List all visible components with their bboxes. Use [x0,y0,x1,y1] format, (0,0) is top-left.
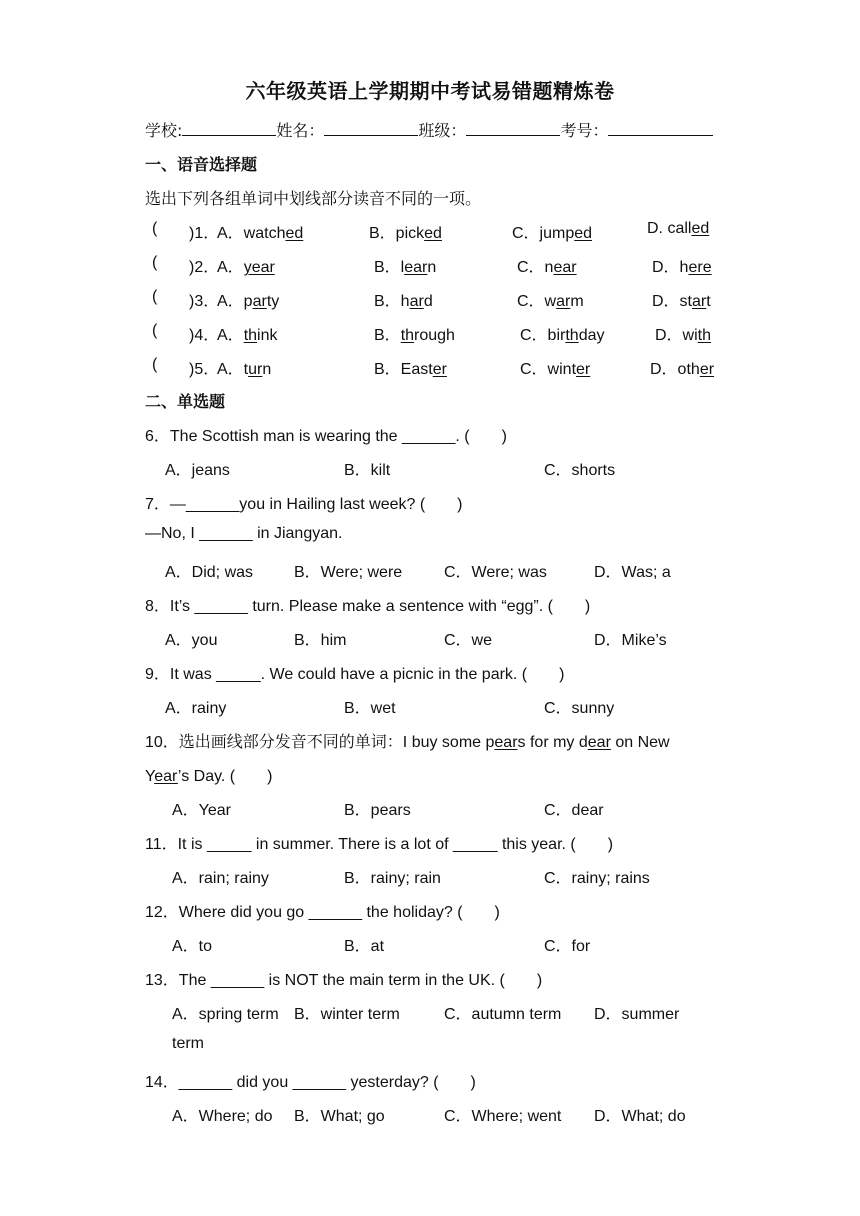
underlined-segment: ere [688,259,712,276]
underlined-segment: ar [252,293,267,310]
q5-option-c[interactable]: C．winter [520,361,591,378]
question-13-stem: 13．The ______ is NOT the main term in the UK. ( ) [145,972,543,989]
q12-option-c[interactable]: C．for [544,938,591,955]
q6-option-c[interactable]: C．shorts [544,462,616,479]
school-label: 学校: [145,121,183,140]
underlined-segment: ed [285,225,304,242]
underlined-segment: ar [692,293,707,310]
q8-option-c[interactable]: C．we [444,632,493,649]
q14-option-d[interactable]: D．What; do [594,1108,686,1125]
q7-option-d[interactable]: D．Was; a [594,564,671,581]
q10-option-a[interactable]: A．Year [172,802,232,819]
q7-option-a[interactable]: A．Did; was [165,564,254,581]
q12-option-b[interactable]: B．at [344,938,385,955]
question-number: )3． [189,293,220,310]
q1-option-a[interactable]: A．watched [217,225,304,242]
q14-option-b[interactable]: B．What; go [294,1108,385,1125]
question-number: )1． [189,225,220,242]
question-8-stem: 8．It’s ______ turn. Please make a sentence with “egg”. ( ) [145,598,591,615]
underlined-segment: er [699,361,715,378]
underlined-segment: ear [553,259,577,276]
answer-paren[interactable]: ( [152,288,158,305]
q1-option-b[interactable]: B．picked [369,225,442,242]
q4-option-a[interactable]: A．think [217,327,278,344]
q3-option-c[interactable]: C．warm [517,293,584,310]
q8-option-a[interactable]: A．you [165,632,218,649]
page-title: 六年级英语上学期期中考试易错题精炼卷 [245,79,615,103]
underlined-segment: year [243,259,275,276]
underlined-segment: ed [574,225,593,242]
q13-option-a[interactable]: A．spring term [172,1006,279,1023]
question-10-stem-2: Year’s Day. ( ) [145,768,273,785]
q2-option-b[interactable]: B．learn [374,259,437,276]
number-blank[interactable] [608,121,713,136]
underlined-segment: th [400,327,415,344]
q5-option-b[interactable]: B．Easter [374,361,447,378]
q2-option-c[interactable]: C．near [517,259,577,276]
answer-paren[interactable]: ( [152,254,158,271]
q9-option-a[interactable]: A．rainy [165,700,227,717]
answer-paren[interactable]: ( [152,322,158,339]
q13-option-d[interactable]: D．summer [594,1006,680,1023]
q12-option-a[interactable]: A．to [172,938,213,955]
class-label: 班级： [418,121,467,140]
section-1-instruction: 选出下列各组单词中划线部分读音不同的一项。 [145,189,482,208]
q8-option-b[interactable]: B．him [294,632,347,649]
underlined-segment: ed [424,225,442,242]
question-number: )5． [189,361,220,378]
school-blank[interactable] [182,121,276,136]
q7-option-b[interactable]: B．Were; were [294,564,403,581]
name-blank[interactable] [324,121,418,136]
section-1-heading: 一、语音选择题 [145,155,258,174]
q13-option-d-wrap: term [172,1035,204,1052]
underlined-segment: ear [587,734,611,751]
section-2-heading: 二、单选题 [145,392,226,411]
q14-option-a[interactable]: A．Where; do [172,1108,273,1125]
underlined-segment: th [243,327,258,344]
underlined-segment: ed [691,220,710,237]
underlined-segment: th [697,327,712,344]
answer-paren[interactable]: ( [152,356,158,373]
q11-option-b[interactable]: B．rainy; rain [344,870,441,887]
q9-option-c[interactable]: C．sunny [544,700,615,717]
underlined-segment: er [432,361,447,378]
answer-paren[interactable]: ( [152,220,158,237]
class-blank[interactable] [466,121,560,136]
q4-option-c[interactable]: C．birthday [520,327,605,344]
q3-option-b[interactable]: B．hard [374,293,433,310]
number-label: 考号： [560,121,609,140]
q6-option-b[interactable]: B．kilt [344,462,391,479]
underlined-segment: ar [409,293,424,310]
q13-option-c[interactable]: C．autumn term [444,1006,562,1023]
underlined-segment: ear [494,734,518,751]
question-14-stem: 14．______ did you ______ yesterday? ( ) [145,1074,476,1091]
q14-option-c[interactable]: C．Where; went [444,1108,562,1125]
question-6-stem: 6．The Scottish man is wearing the ______. ( ) [145,428,507,445]
underlined-segment: th [565,327,579,344]
question-10-stem: 10．选出画线部分发音不同的单词：I buy some pears for my dear on New [145,734,670,751]
q10-option-c[interactable]: C．dear [544,802,604,819]
q2-option-d[interactable]: D．here [652,259,712,276]
q2-option-a[interactable]: A．year [217,259,275,276]
q11-option-c[interactable]: C．rainy; rains [544,870,650,887]
q3-option-d[interactable]: D．start [652,293,711,310]
question-9-stem: 9．It was _____. We could have a picnic in the park. ( ) [145,666,565,683]
underlined-segment: ur [248,361,263,378]
q8-option-d[interactable]: D．Mike’s [594,632,667,649]
q1-option-c[interactable]: C．jumped [512,225,593,242]
underlined-segment: ar [556,293,571,310]
underlined-segment: er [576,361,591,378]
question-7-stem: 7．—______you in Hailing last week? ( ) [145,496,463,513]
q1-option-d[interactable]: D. called [647,220,710,237]
question-11-stem: 11．It is _____ in summer. There is a lot of _____ this year. ( ) [145,836,614,853]
underlined-segment: ear [404,259,428,276]
q10-option-b[interactable]: B．pears [344,802,411,819]
q7-option-c[interactable]: C．Were; was [444,564,547,581]
question-number: )4． [189,327,220,344]
q9-option-b[interactable]: B．wet [344,700,396,717]
name-label: 姓名： [276,121,325,140]
q6-option-a[interactable]: A．jeans [165,462,230,479]
q13-option-b[interactable]: B．winter term [294,1006,400,1023]
question-number: )2． [189,259,220,276]
q4-option-b[interactable]: B．through [374,327,455,344]
q5-option-d[interactable]: D．other [650,361,715,378]
q5-option-a[interactable]: A．turn [217,361,272,378]
q11-option-a[interactable]: A．rain; rainy [172,870,269,887]
q3-option-a[interactable]: A．party [217,293,280,310]
question-7-stem-2: —No, I ______ in Jiangyan. [145,525,343,542]
q4-option-d[interactable]: D．with [655,327,712,344]
underlined-segment: ear [154,768,178,785]
student-info-line [145,118,713,141]
question-12-stem: 12．Where did you go ______ the holiday? ( ) [145,904,500,921]
